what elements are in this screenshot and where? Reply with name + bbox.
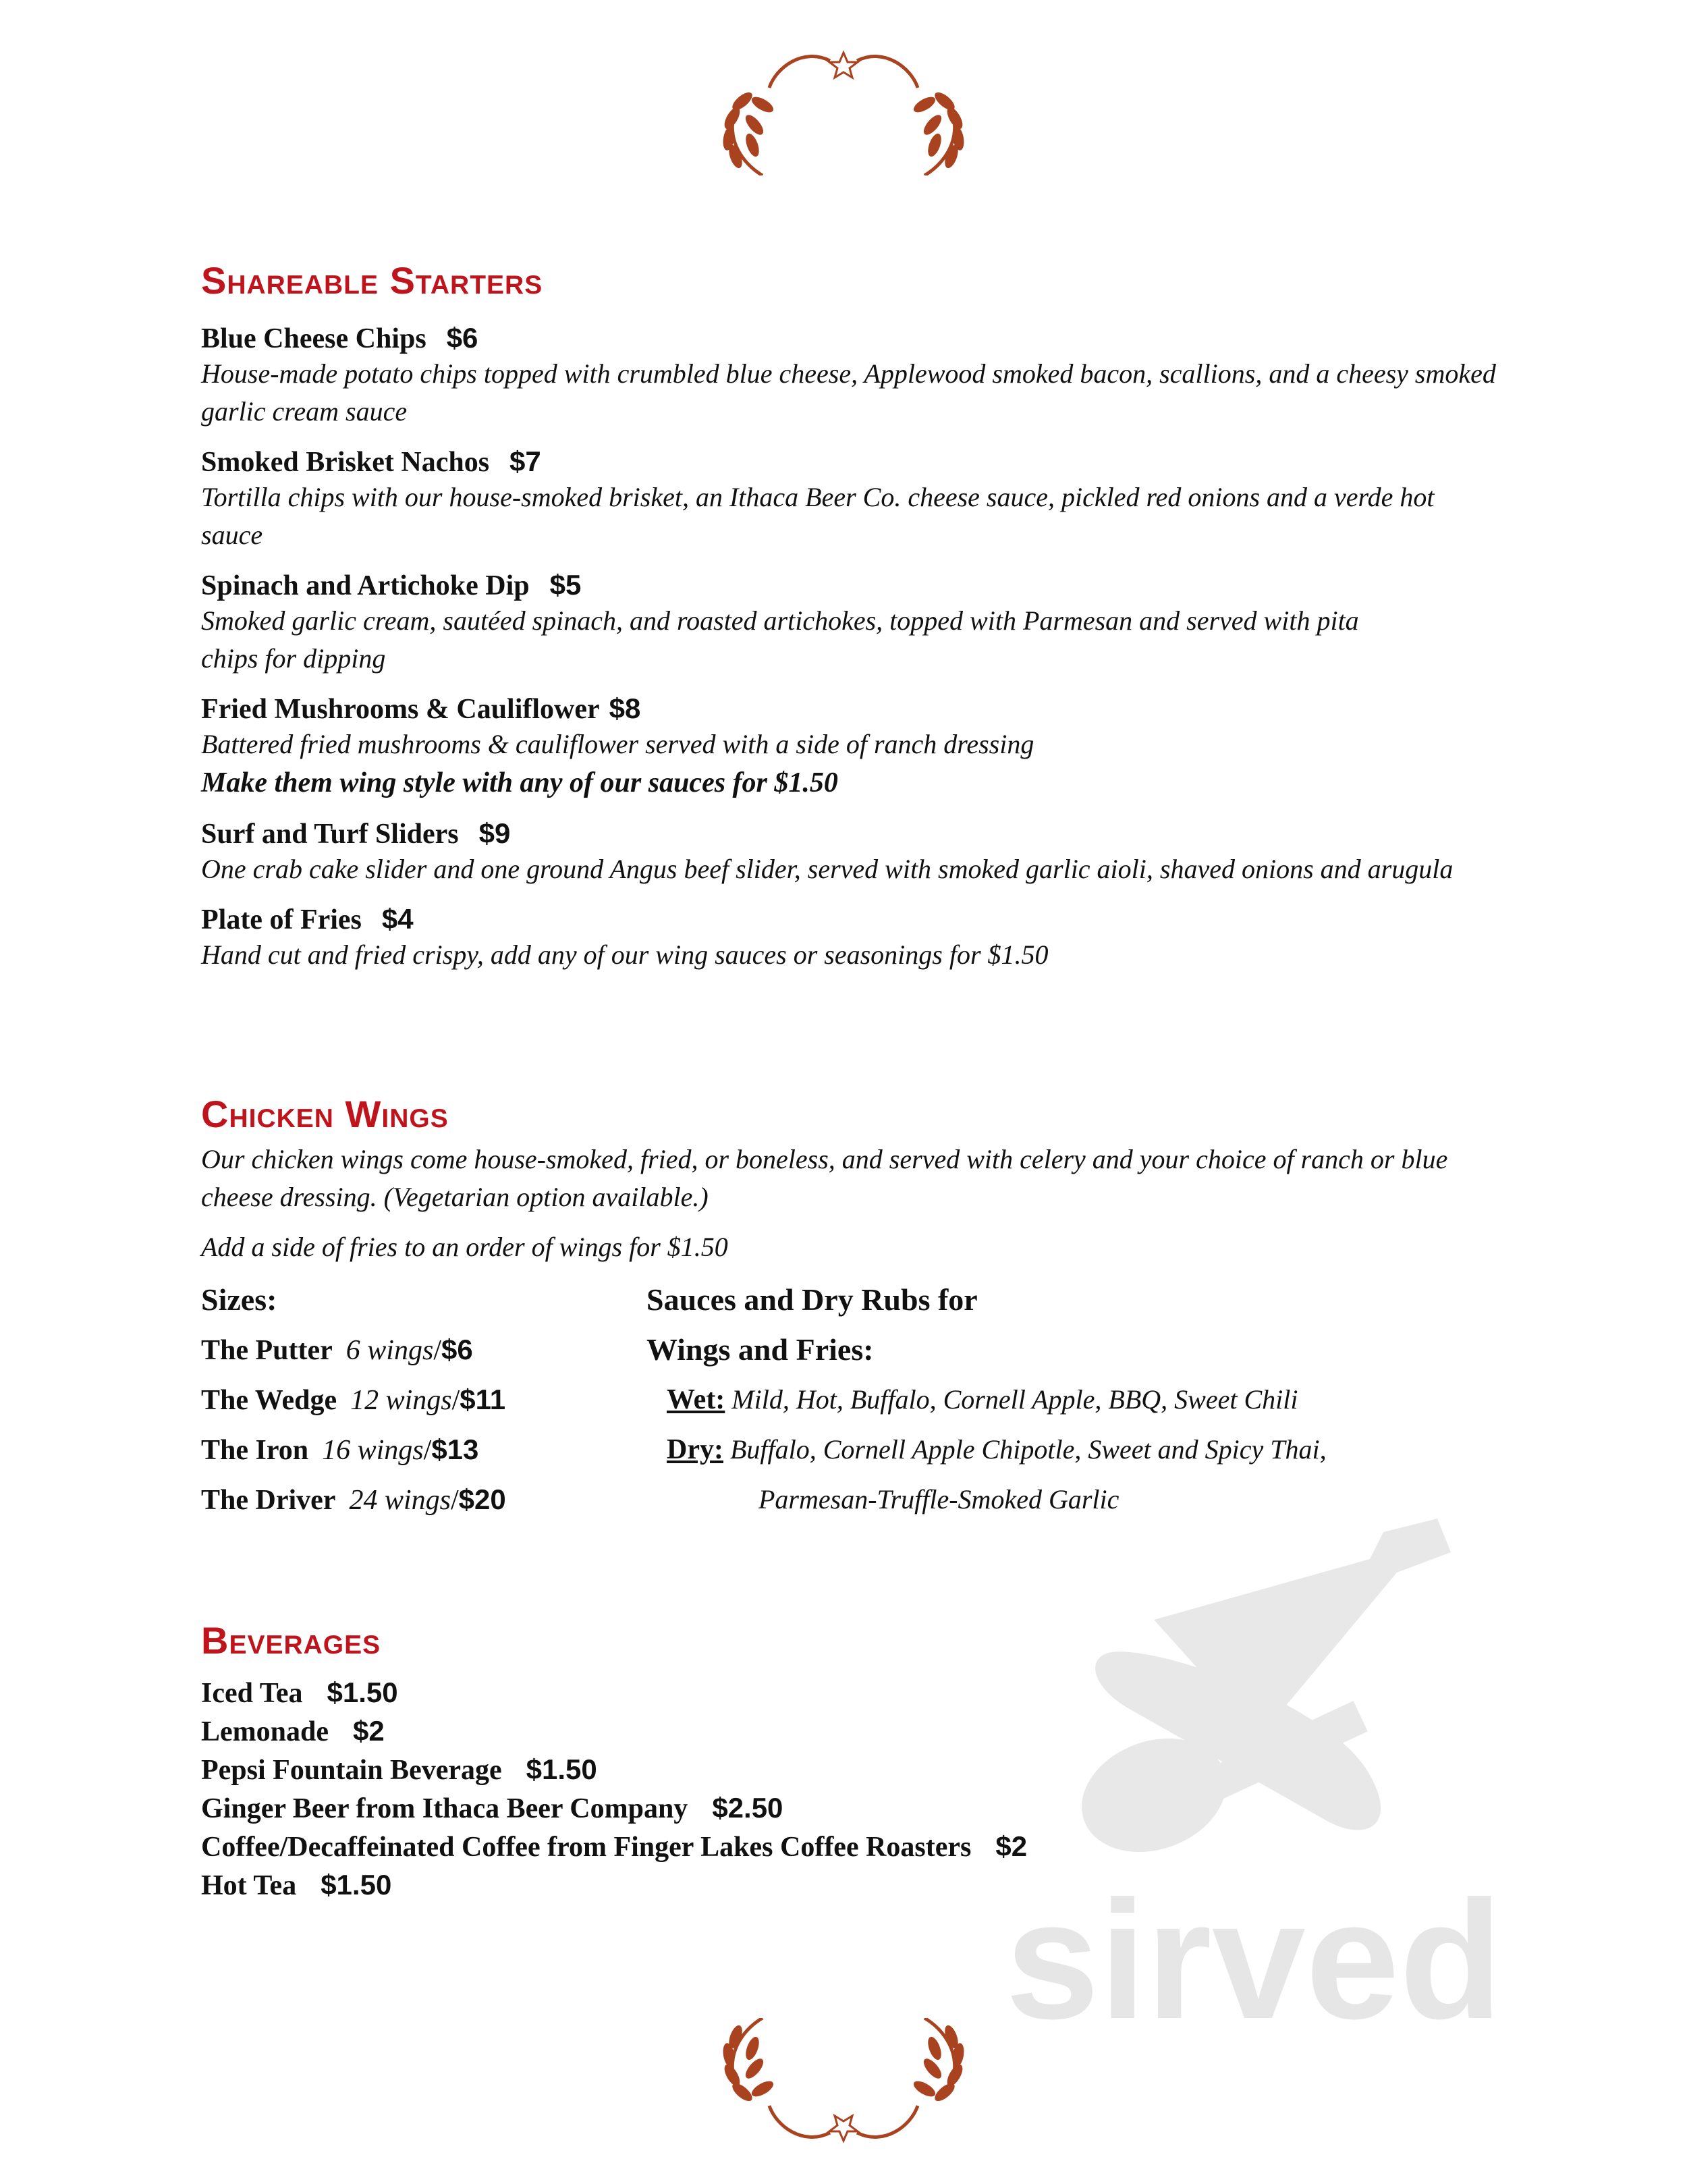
size-name: The Driver	[201, 1484, 336, 1516]
size-count: 16 wings	[322, 1434, 424, 1466]
wing-sizes	[201, 1275, 506, 1525]
beverage-item	[201, 1866, 1524, 1905]
beverage-name: Lemonade	[201, 1716, 329, 1747]
beverage-name: Ginger Beer from Ithaca Beer Company	[201, 1793, 688, 1824]
item-name: Plate of Fries	[201, 904, 362, 935]
size-row: The Driver 24 wings/$20	[201, 1483, 506, 1516]
size-count: 24 wings	[349, 1484, 451, 1516]
size-count: 12 wings	[350, 1384, 452, 1416]
item-price: $6	[446, 321, 478, 354]
wings-fries-note: Add a side of fries to an order of wings for $1.50	[201, 1231, 728, 1262]
wet-label: Wet:	[667, 1384, 725, 1415]
dry-rubs-continued: Parmesan-Truffle-Smoked Garlic	[758, 1483, 1119, 1514]
item-price: $5	[549, 568, 582, 601]
menu-item	[201, 692, 1524, 802]
item-price: $4	[381, 902, 414, 935]
laurel-ornament-top	[695, 40, 992, 175]
item-description: Battered fried mushrooms & cauliflower served with a side of ranch dressing	[201, 728, 1034, 759]
menu-item	[201, 322, 1524, 431]
wings-details	[201, 1275, 1524, 1545]
item-description: House-made potato chips topped with crumbled blue cheese, Applewood smoked bacon, scallions, and a cheesy smoked garlic cream sauce	[201, 358, 1496, 427]
item-price: $7	[509, 445, 541, 477]
beverage-price: $1.50	[321, 1868, 392, 1901]
size-row: The Putter 6 wings/$6	[201, 1333, 473, 1366]
beverage-item	[201, 1789, 1524, 1828]
beverage-item	[201, 1828, 1524, 1866]
wet-list: Mild, Hot, Buffalo, Cornell Apple, BBQ, Sweet Chili	[731, 1384, 1298, 1415]
item-description: Smoked garlic cream, sautéed spinach, and roasted artichokes, topped with Parmesan and served with pita chips for dipping	[201, 605, 1359, 674]
beverage-name: Hot Tea	[201, 1869, 297, 1901]
beverage-name: Coffee/Decaffeinated Coffee from Finger Lakes Coffee Roasters	[201, 1831, 972, 1863]
item-description: Tortilla chips with our house-smoked brisket, an Ithaca Beer Co. cheese sauce, pickled red onions and a verde hot sauce	[201, 481, 1435, 550]
section-shareable-starters	[201, 260, 1524, 974]
section-title: Chicken Wings	[201, 1093, 449, 1135]
beverage-item	[201, 1751, 1524, 1789]
wings-intro: Our chicken wings come house-smoked, fried, or boneless, and served with celery and your choice of ranch or blue cheese dressing. (Vegetarian option available.)	[201, 1143, 1448, 1212]
wet-sauces	[646, 1375, 1456, 1425]
size-count: 6 wings	[345, 1334, 434, 1366]
item-name: Blue Cheese Chips	[201, 323, 426, 354]
size-price: $6	[441, 1333, 473, 1365]
beverage-price: $1.50	[327, 1676, 398, 1708]
size-row: The Wedge 12 wings/$11	[201, 1383, 506, 1416]
beverage-name: Pepsi Fountain Beverage	[201, 1754, 502, 1786]
beverage-item	[201, 1712, 1524, 1751]
item-name: Fried Mushrooms & Cauliflower	[201, 693, 600, 725]
item-price: $9	[478, 817, 511, 849]
beverage-name: Iced Tea	[201, 1677, 303, 1709]
sauces-heading-continued: Wings and Fries:	[646, 1332, 874, 1367]
section-title: Shareable Starters	[201, 259, 543, 302]
menu-item	[201, 817, 1524, 888]
laurel-ornament-bottom	[695, 2018, 992, 2153]
beverage-price: $2	[353, 1714, 385, 1747]
beverage-item	[201, 1674, 1524, 1712]
watermark-text: sirved	[1005, 1865, 1503, 2031]
item-price: $8	[609, 692, 641, 724]
size-price: $11	[460, 1383, 506, 1415]
menu-item	[201, 569, 1524, 678]
section-title: Beverages	[201, 1619, 381, 1662]
item-description: One crab cake slider and one ground Angus beef slider, served with smoked garlic aioli, shaved onions and arugula	[201, 853, 1454, 884]
size-price: $20	[458, 1483, 506, 1515]
beverage-list	[201, 1674, 1524, 1905]
menu-item	[201, 903, 1524, 974]
beverage-price: $1.50	[526, 1753, 597, 1785]
item-name: Spinach and Artichoke Dip	[201, 570, 530, 601]
item-upsell: Make them wing style with any of our sauces for $1.50	[201, 767, 838, 798]
beverage-price: $2	[995, 1830, 1028, 1862]
dry-label: Dry:	[667, 1434, 723, 1465]
sauces-heading: Sauces and Dry Rubs for	[646, 1282, 978, 1317]
item-name: Smoked Brisket Nachos	[201, 446, 490, 478]
section-chicken-wings	[201, 1093, 1524, 1545]
item-description: Hand cut and fried crispy, add any of our wing sauces or seasonings for $1.50	[201, 939, 1049, 970]
size-name: The Wedge	[201, 1384, 337, 1416]
menu-item	[201, 445, 1524, 554]
dry-rubs	[646, 1425, 1456, 1475]
size-price: $13	[431, 1433, 479, 1465]
sizes-heading: Sizes:	[201, 1282, 277, 1317]
sauces-and-rubs	[646, 1275, 1456, 1525]
size-name: The Iron	[201, 1434, 309, 1466]
size-row: The Iron 16 wings/$13	[201, 1433, 479, 1466]
dry-list: Buffalo, Cornell Apple Chipotle, Sweet and Spicy Thai,	[729, 1434, 1327, 1465]
item-name: Surf and Turf Sliders	[201, 818, 459, 850]
section-beverages	[201, 1620, 1524, 1905]
size-name: The Putter	[201, 1334, 333, 1366]
beverage-price: $2.50	[712, 1791, 783, 1824]
